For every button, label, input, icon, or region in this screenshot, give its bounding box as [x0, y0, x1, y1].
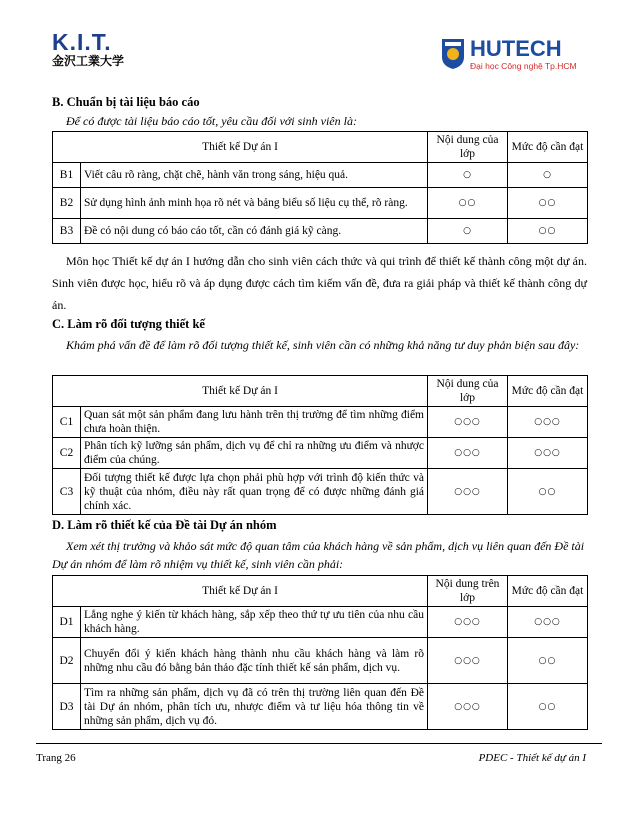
header-level: Mức độ cần đạt — [508, 132, 588, 163]
header-design: Thiết kế Dự án I — [53, 376, 428, 407]
row-content-mark: ○○○ — [428, 638, 508, 684]
row-level-mark: ○ — [508, 163, 588, 188]
section-b-paragraph: Môn học Thiết kế dự án I hướng dẫn cho sinh viên cách thức và qui trình để thiết kế thành công một dự án. Sinh viên được học, hiểu rõ và áp dụng được cách tìm kiếm vấn đề, đưa ra giải pháp và thiết kế thành công dự án. — [52, 254, 587, 312]
table-header-row — [53, 132, 588, 163]
table-row — [53, 469, 588, 515]
row-content-mark: ○○○ — [428, 438, 508, 469]
table-row — [53, 163, 588, 188]
hutech-logo — [440, 37, 590, 73]
row-content-mark: ○ — [428, 163, 508, 188]
footer-title: PDEC - Thiết kế dự án I — [478, 752, 586, 764]
footer-divider — [36, 743, 602, 744]
row-code: B1 — [53, 163, 81, 188]
header-level: Mức độ cần đạt — [508, 376, 588, 407]
row-level-mark: ○○○ — [508, 607, 588, 638]
section-b-intro: Để có được tài liệu báo cáo tốt, yêu cầu đối với sinh viên là: — [66, 114, 357, 128]
kit-logo — [52, 30, 132, 68]
row-level-mark: ○○○ — [508, 407, 588, 438]
row-content-mark: ○○ — [428, 188, 508, 219]
header-level: Mức độ cần đạt — [508, 576, 588, 607]
header-design: Thiết kế Dự án I — [53, 576, 428, 607]
row-desc: Đối tượng thiết kế được lựa chọn phải phù hợp với trình độ kiến thức và kỹ thuật của nhóm, điều này rất quan trọng để có được những đánh giá chính xác. — [81, 469, 428, 515]
row-level-mark: ○○○ — [508, 438, 588, 469]
section-d-heading: D. Làm rõ thiết kế của Đề tài Dự án nhóm — [52, 518, 277, 532]
row-desc: Viết câu rõ ràng, chặt chẽ, hành văn trong sáng, hiệu quả. — [81, 163, 428, 188]
header-content: Nội dung của lớp — [428, 376, 508, 407]
row-content-mark: ○ — [428, 219, 508, 244]
row-code: B3 — [53, 219, 81, 244]
row-desc: Tìm ra những sản phẩm, dịch vụ đã có trên thị trường liên quan đến Đề tài Dự án nhóm, phân tích ưu, nhược điểm và tư liệu hóa thông tin về những sản phẩm, dịch vụ đó. — [81, 684, 428, 730]
row-code: D3 — [53, 684, 81, 730]
row-code: D2 — [53, 638, 81, 684]
row-desc: Lắng nghe ý kiến từ khách hàng, sắp xếp theo thứ tự ưu tiên của nhu cầu khách hàng. — [81, 607, 428, 638]
section-d-table — [52, 575, 588, 730]
row-content-mark: ○○○ — [428, 684, 508, 730]
row-code: D1 — [53, 607, 81, 638]
section-d-intro: Xem xét thị trường và khảo sát mức độ quan tâm của khách hàng về sản phẩm, dịch vụ liên quan đến Đề tài Dự án nhóm để làm rõ nhiệm vụ thiết kế, sinh viên cần phải: — [52, 539, 585, 571]
row-content-mark: ○○○ — [428, 607, 508, 638]
table-header-row — [53, 376, 588, 407]
section-b-table — [52, 131, 588, 244]
header-content: Nội dung của lớp — [428, 132, 508, 163]
row-level-mark: ○○ — [508, 469, 588, 515]
hutech-logo-text: HUTECH — [470, 36, 562, 61]
table-header-row — [53, 576, 588, 607]
section-c-heading: C. Làm rõ đối tượng thiết kế — [52, 317, 205, 331]
row-level-mark: ○○ — [508, 188, 588, 219]
table-row — [53, 407, 588, 438]
hutech-logo-subtext: Đại học Công nghệ Tp.HCM — [470, 61, 577, 71]
row-content-mark: ○○○ — [428, 469, 508, 515]
row-code: C2 — [53, 438, 81, 469]
table-row — [53, 438, 588, 469]
row-desc: Sử dụng hình ảnh minh họa rõ nét và bảng biểu số liệu cụ thể, rõ ràng. — [81, 188, 428, 219]
table-row — [53, 219, 588, 244]
row-level-mark: ○○ — [508, 219, 588, 244]
table-row — [53, 607, 588, 638]
hutech-emblem-icon — [440, 37, 466, 70]
row-desc: Chuyển đổi ý kiến khách hàng thành nhu cầu khách hàng và làm rõ những nhu cầu đó bằng bản thảo đặc tính thiết kế sản phẩm, dịch vụ. — [81, 638, 428, 684]
kit-logo-subtext: 金沢工業大学 — [52, 54, 125, 68]
row-level-mark: ○○ — [508, 684, 588, 730]
row-desc: Đề có nội dung có báo cáo tốt, cần có đánh giá kỹ càng. — [81, 219, 428, 244]
header-content: Nội dung trên lớp — [428, 576, 508, 607]
kit-logo-text: K.I.T. — [52, 29, 112, 55]
section-c-table — [52, 375, 588, 515]
row-code: C3 — [53, 469, 81, 515]
header-design: Thiết kế Dự án I — [53, 132, 428, 163]
row-code: B2 — [53, 188, 81, 219]
row-desc: Phân tích kỹ lưỡng sản phẩm, dịch vụ để chỉ ra những ưu điểm và nhược điểm của chúng. — [81, 438, 428, 469]
section-b-heading: B. Chuẩn bị tài liệu báo cáo — [52, 95, 200, 109]
row-desc: Quan sát một sản phẩm đang lưu hành trên thị trường để tìm những điểm chưa hoàn thiện. — [81, 407, 428, 438]
page-number: Trang 26 — [36, 752, 76, 764]
table-row — [53, 188, 588, 219]
row-level-mark: ○○ — [508, 638, 588, 684]
row-code: C1 — [53, 407, 81, 438]
section-c-intro: Khám phá vấn đề để làm rõ đối tượng thiết kế, sinh viên cần có những khả năng tư duy phản biện sau đây: — [66, 338, 580, 352]
row-content-mark: ○○○ — [428, 407, 508, 438]
table-row — [53, 684, 588, 730]
table-row — [53, 638, 588, 684]
